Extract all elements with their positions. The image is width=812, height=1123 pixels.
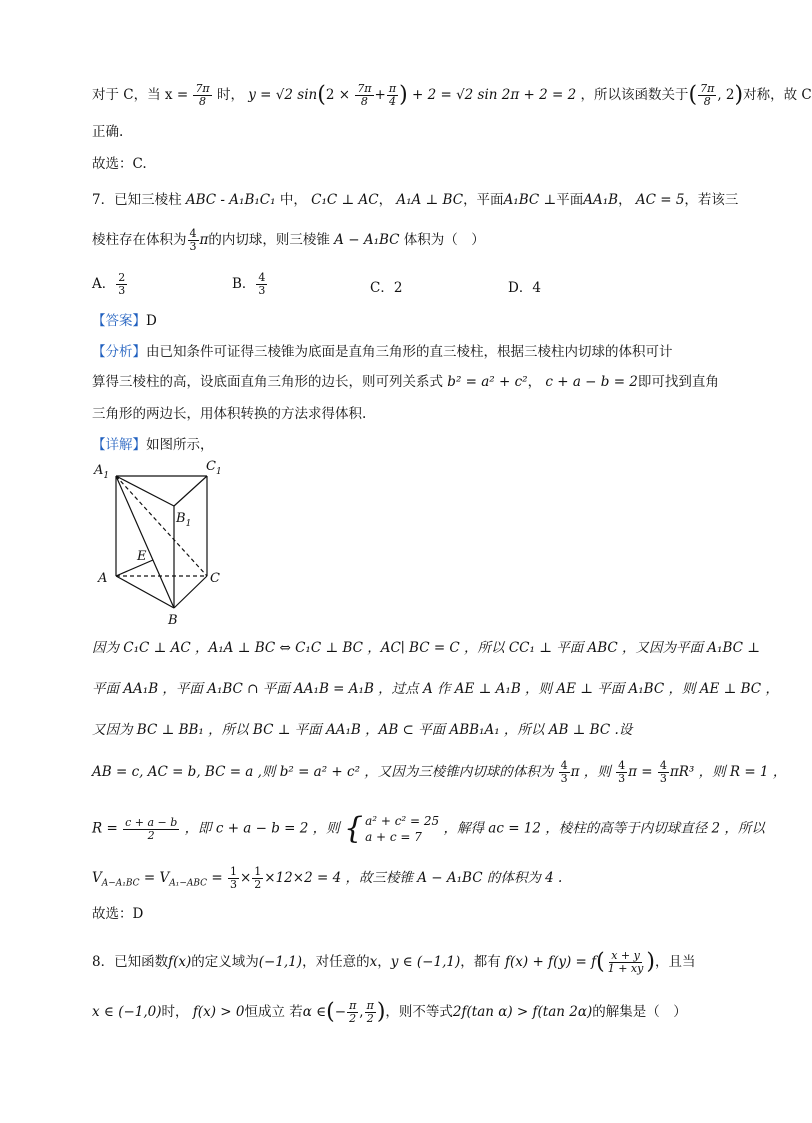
plus: + <box>374 87 386 103</box>
option-a <box>92 272 128 297</box>
q7-formula: AC = 5 <box>635 192 685 208</box>
frac-den: 2 <box>349 1012 357 1025</box>
q7-formula: A − A₁BC <box>334 232 400 248</box>
frac-num: π <box>388 82 397 95</box>
frac-num: x + y <box>611 949 640 962</box>
q6-line-1 <box>92 83 812 108</box>
pi: π <box>199 232 209 248</box>
frac-den: 2 <box>147 828 155 842</box>
edge-a1b1 <box>116 476 174 506</box>
q7-formula: A₁A ⊥ BC <box>396 192 464 208</box>
q7-text: 体积为（ ） <box>403 232 485 248</box>
edge-b1c1 <box>174 476 207 506</box>
paren-left: ( <box>688 82 698 108</box>
label-c: C <box>210 571 220 586</box>
paren-right: ) <box>376 999 386 1025</box>
detail-formula: R = <box>92 820 118 837</box>
times: × <box>239 870 252 886</box>
label-b1: $B_1$ <box>176 511 192 529</box>
analysis-formula: c + a − b = 2 <box>545 374 638 390</box>
frac-num: 2 <box>118 271 126 284</box>
q7-text: 7．已知三棱柱 <box>92 192 182 208</box>
fraction <box>123 817 179 842</box>
q6-formula: 2 × <box>325 87 351 103</box>
q8-text: ， <box>377 954 391 970</box>
q8-text: 的解集是（ ） <box>592 1004 687 1020</box>
label-a1: $A_1$ <box>94 463 110 481</box>
q7-stem-line-2 <box>92 228 485 253</box>
analysis-text: 算得三棱柱的高，设底面直角三角形的边长，则可列关系式 <box>92 374 443 390</box>
q8-text: 8．已知函数 <box>92 954 169 970</box>
frac-num: 4 <box>560 759 568 772</box>
frac-den: 3 <box>118 284 126 297</box>
q8-formula: f(x) <box>168 954 192 970</box>
q7-text: 中， <box>279 192 307 208</box>
frac-den: 4 <box>388 95 396 108</box>
fraction <box>658 760 669 785</box>
q6-formula: + 2 = √2 sin 2π + 2 = 2 <box>411 87 577 103</box>
minus: − <box>334 1004 347 1020</box>
segment-a1c <box>116 476 207 576</box>
detail-formula: π = <box>628 764 653 780</box>
fraction <box>365 1000 376 1025</box>
q7-formula: ABC - A₁B₁C₁ <box>185 192 276 208</box>
analysis-line-2: 算得三棱柱的高，设底面直角三角形的边长，则可列关系式 b² = a² + c²， c + a − b = 2即可找到直角 <box>92 374 719 390</box>
detail-formula: = V <box>143 870 170 886</box>
q6-choose: 故选：C. <box>92 156 147 172</box>
detail-line-6 <box>92 866 562 894</box>
frac-num: π <box>366 999 374 1012</box>
detail-formula: ，解得 ac = 12 ，棱柱的高等于内切球直径 2 ，所以 <box>443 820 765 837</box>
frac-den: 3 <box>560 772 568 785</box>
fraction <box>256 272 267 297</box>
q7-stem-line-1: 7．已知三棱柱 ABC - A₁B₁C₁ 中， C₁C ⊥ AC， A₁A ⊥ BC，平面A₁BC ⊥平面AA₁B， AC = 5，若该三 <box>92 192 739 208</box>
frac-num: 4 <box>618 759 626 772</box>
analysis-formula: b² = a² + c² <box>447 374 528 390</box>
fraction <box>616 760 627 785</box>
detail-line-4 <box>92 760 786 785</box>
detail-line-1: 因为 C₁C ⊥ AC ，A₁A ⊥ BC ⇔ C₁C ⊥ BC ，AC∣ BC = C ，所以 CC₁ ⊥ 平面 ABC ，又因为平面 A₁BC ⊥ <box>92 640 760 656</box>
q7-formula: AA₁B <box>583 192 619 208</box>
analysis-text: 由已知条件可证得三棱锥为底面是直角三角形的直三棱柱，根据三棱柱内切球的体积可计 <box>146 344 673 360</box>
equation-system <box>344 813 439 845</box>
frac-den: 3 <box>659 772 667 785</box>
analysis-text: 即可找到直角 <box>637 374 719 390</box>
label-c1: $C_1$ <box>206 459 222 477</box>
frac-den: 3 <box>189 240 197 253</box>
label-b: B <box>168 613 178 628</box>
analysis-line-1 <box>92 342 673 362</box>
fraction <box>228 866 239 891</box>
detail-text: 如图所示， <box>146 437 214 453</box>
paren-left: ( <box>596 949 605 975</box>
label-e: E <box>137 549 147 564</box>
q6-formula: y = √2 sin <box>248 87 318 103</box>
q8-line-1 <box>92 950 695 975</box>
q7-formula: A₁BC ⊥ <box>503 192 557 208</box>
segment-a1b <box>116 476 174 608</box>
frac-den: 8 <box>199 95 207 108</box>
detail-formula: ，即 c + a − b = 2 ，则 <box>184 820 340 837</box>
q7-text: 平面 <box>556 192 584 208</box>
volume-subscript: A₁−ABC <box>169 878 208 889</box>
detail-formula: AB = c, AC = b, BC = a ,则 b² = a² + c² ，又因为三棱锥内切球的体积为 <box>92 764 554 780</box>
detail-formula: π ，则 <box>570 764 611 780</box>
fraction <box>193 83 211 108</box>
q6-text: 对于 C，当 x = <box>92 87 189 103</box>
q8-formula: f(x) > 0 <box>192 1004 245 1020</box>
q6-formula: , 2 <box>717 87 735 103</box>
frac-num: π <box>349 999 357 1012</box>
q8-text: ，且当 <box>654 954 696 970</box>
q8-text: ，对任意的 <box>302 954 370 970</box>
option-d: D．4 <box>508 280 541 296</box>
detail-line-3: 又因为 BC ⊥ BB₁ ，所以 BC ⊥ 平面 AA₁B ，AB ⊂ 平面 ABB₁A₁ ，所以 AB ⊥ BC .设 <box>92 722 633 738</box>
q8-line-2 <box>92 1000 687 1025</box>
fraction <box>252 866 263 891</box>
fraction <box>355 83 373 108</box>
q6-text: 对称，故 C <box>743 87 812 103</box>
fraction <box>116 272 127 297</box>
detail-line <box>92 435 214 455</box>
q7-formula: C₁C ⊥ AC <box>311 192 379 208</box>
q6-text: 时， <box>216 87 244 103</box>
paren-left: ( <box>326 999 335 1025</box>
frac-den: 8 <box>360 95 368 108</box>
frac-num: 7π <box>700 82 715 95</box>
fraction <box>606 950 646 975</box>
frac-num: 7π <box>357 82 372 95</box>
equals: = <box>211 870 223 886</box>
q7-text: 棱柱存在体积为 <box>92 232 187 248</box>
q8-text: 时， <box>161 1004 189 1020</box>
q7-text: ，平面 <box>463 192 504 208</box>
fraction <box>347 1000 358 1025</box>
analysis-tag: 【分析】 <box>92 344 146 360</box>
frac-den: 3 <box>618 772 626 785</box>
detail-line-5 <box>92 813 765 845</box>
q8-formula: x ∈ (−1,0) <box>92 1004 162 1020</box>
segment-ae <box>116 560 153 576</box>
option-label: A． <box>92 276 116 292</box>
frac-den: 2 <box>366 1012 374 1025</box>
option-b <box>232 272 268 297</box>
frac-den: 2 <box>254 878 262 891</box>
answer-tag: 【答案】 <box>92 313 146 329</box>
q8-formula: f(x) + f(y) = f <box>505 954 597 970</box>
paren-left: ( <box>317 82 326 108</box>
q6-line-2: 正确. <box>92 124 124 140</box>
volume-symbol: V <box>92 870 102 886</box>
paren-right: ) <box>734 82 744 108</box>
answer-value: D <box>146 313 157 329</box>
q7-text: ，若该三 <box>684 192 739 208</box>
fraction <box>387 83 398 108</box>
q8-formula: 2f(tan α) > f(tan 2α) <box>452 1004 593 1020</box>
analysis-line-3: 三角形的两边长，用体积转换的方法求得体积. <box>92 406 367 422</box>
q6-text: ，所以该函数关于 <box>580 87 689 103</box>
system-row: a² + c² = 25 <box>365 814 440 828</box>
answer-line <box>92 311 157 331</box>
frac-den: 1 + xy <box>607 962 644 975</box>
option-c: C．2 <box>370 280 403 296</box>
q8-formula: α ∈ <box>302 1004 327 1020</box>
frac-num: 7π <box>195 82 210 95</box>
fraction <box>559 760 570 785</box>
detail-formula: πR³ ，则 R = 1 ， <box>669 764 787 780</box>
frac-den: 8 <box>703 95 711 108</box>
q8-text: 恒成立 若 <box>244 1004 303 1020</box>
system-row: a + c = 7 <box>365 830 422 844</box>
edge-bc <box>174 576 207 608</box>
frac-num: 4 <box>659 759 667 772</box>
frac-num: 4 <box>258 271 266 284</box>
edge-ab <box>116 576 174 608</box>
frac-num: 1 <box>229 865 237 878</box>
q8-text: 的定义域为 <box>191 954 259 970</box>
comma: , <box>359 1004 364 1020</box>
fraction <box>698 83 716 108</box>
paren-right: ) <box>646 949 655 975</box>
frac-den: 3 <box>229 878 237 891</box>
detail-line-2: 平面 AA₁B ，平面 A₁BC ∩ 平面 AA₁B = A₁B ，过点 A 作 AE ⊥ A₁B ，则 AE ⊥ 平面 A₁BC ，则 AE ⊥ BC ， <box>92 681 779 697</box>
frac-num: 1 <box>254 865 262 878</box>
detail-formula: ×12×2 = 4 ，故三棱锥 A − A₁BC 的体积为 4 . <box>264 870 563 886</box>
q8-formula: y ∈ (−1,1) <box>390 954 461 970</box>
q8-text: ，都有 <box>460 954 501 970</box>
option-label: B． <box>232 276 256 292</box>
label-a: A <box>98 571 108 586</box>
volume-subscript: A−A₁BC <box>101 878 140 889</box>
q8-formula: (−1,1) <box>258 954 303 970</box>
frac-num: c + a − b <box>125 815 178 829</box>
q8-text: ，则不等式 <box>385 1004 453 1020</box>
frac-den: 3 <box>258 284 266 297</box>
q7-text: 的内切球，则三棱锥 <box>208 232 330 248</box>
frac-num: 4 <box>189 227 197 240</box>
paren-right: ) <box>399 82 408 108</box>
brace: { <box>343 811 364 846</box>
q8-formula: x <box>369 954 378 970</box>
q7-choose: 故选：D <box>92 906 144 922</box>
fraction <box>188 228 199 253</box>
detail-tag: 【详解】 <box>92 437 146 453</box>
prism-figure <box>92 458 232 628</box>
